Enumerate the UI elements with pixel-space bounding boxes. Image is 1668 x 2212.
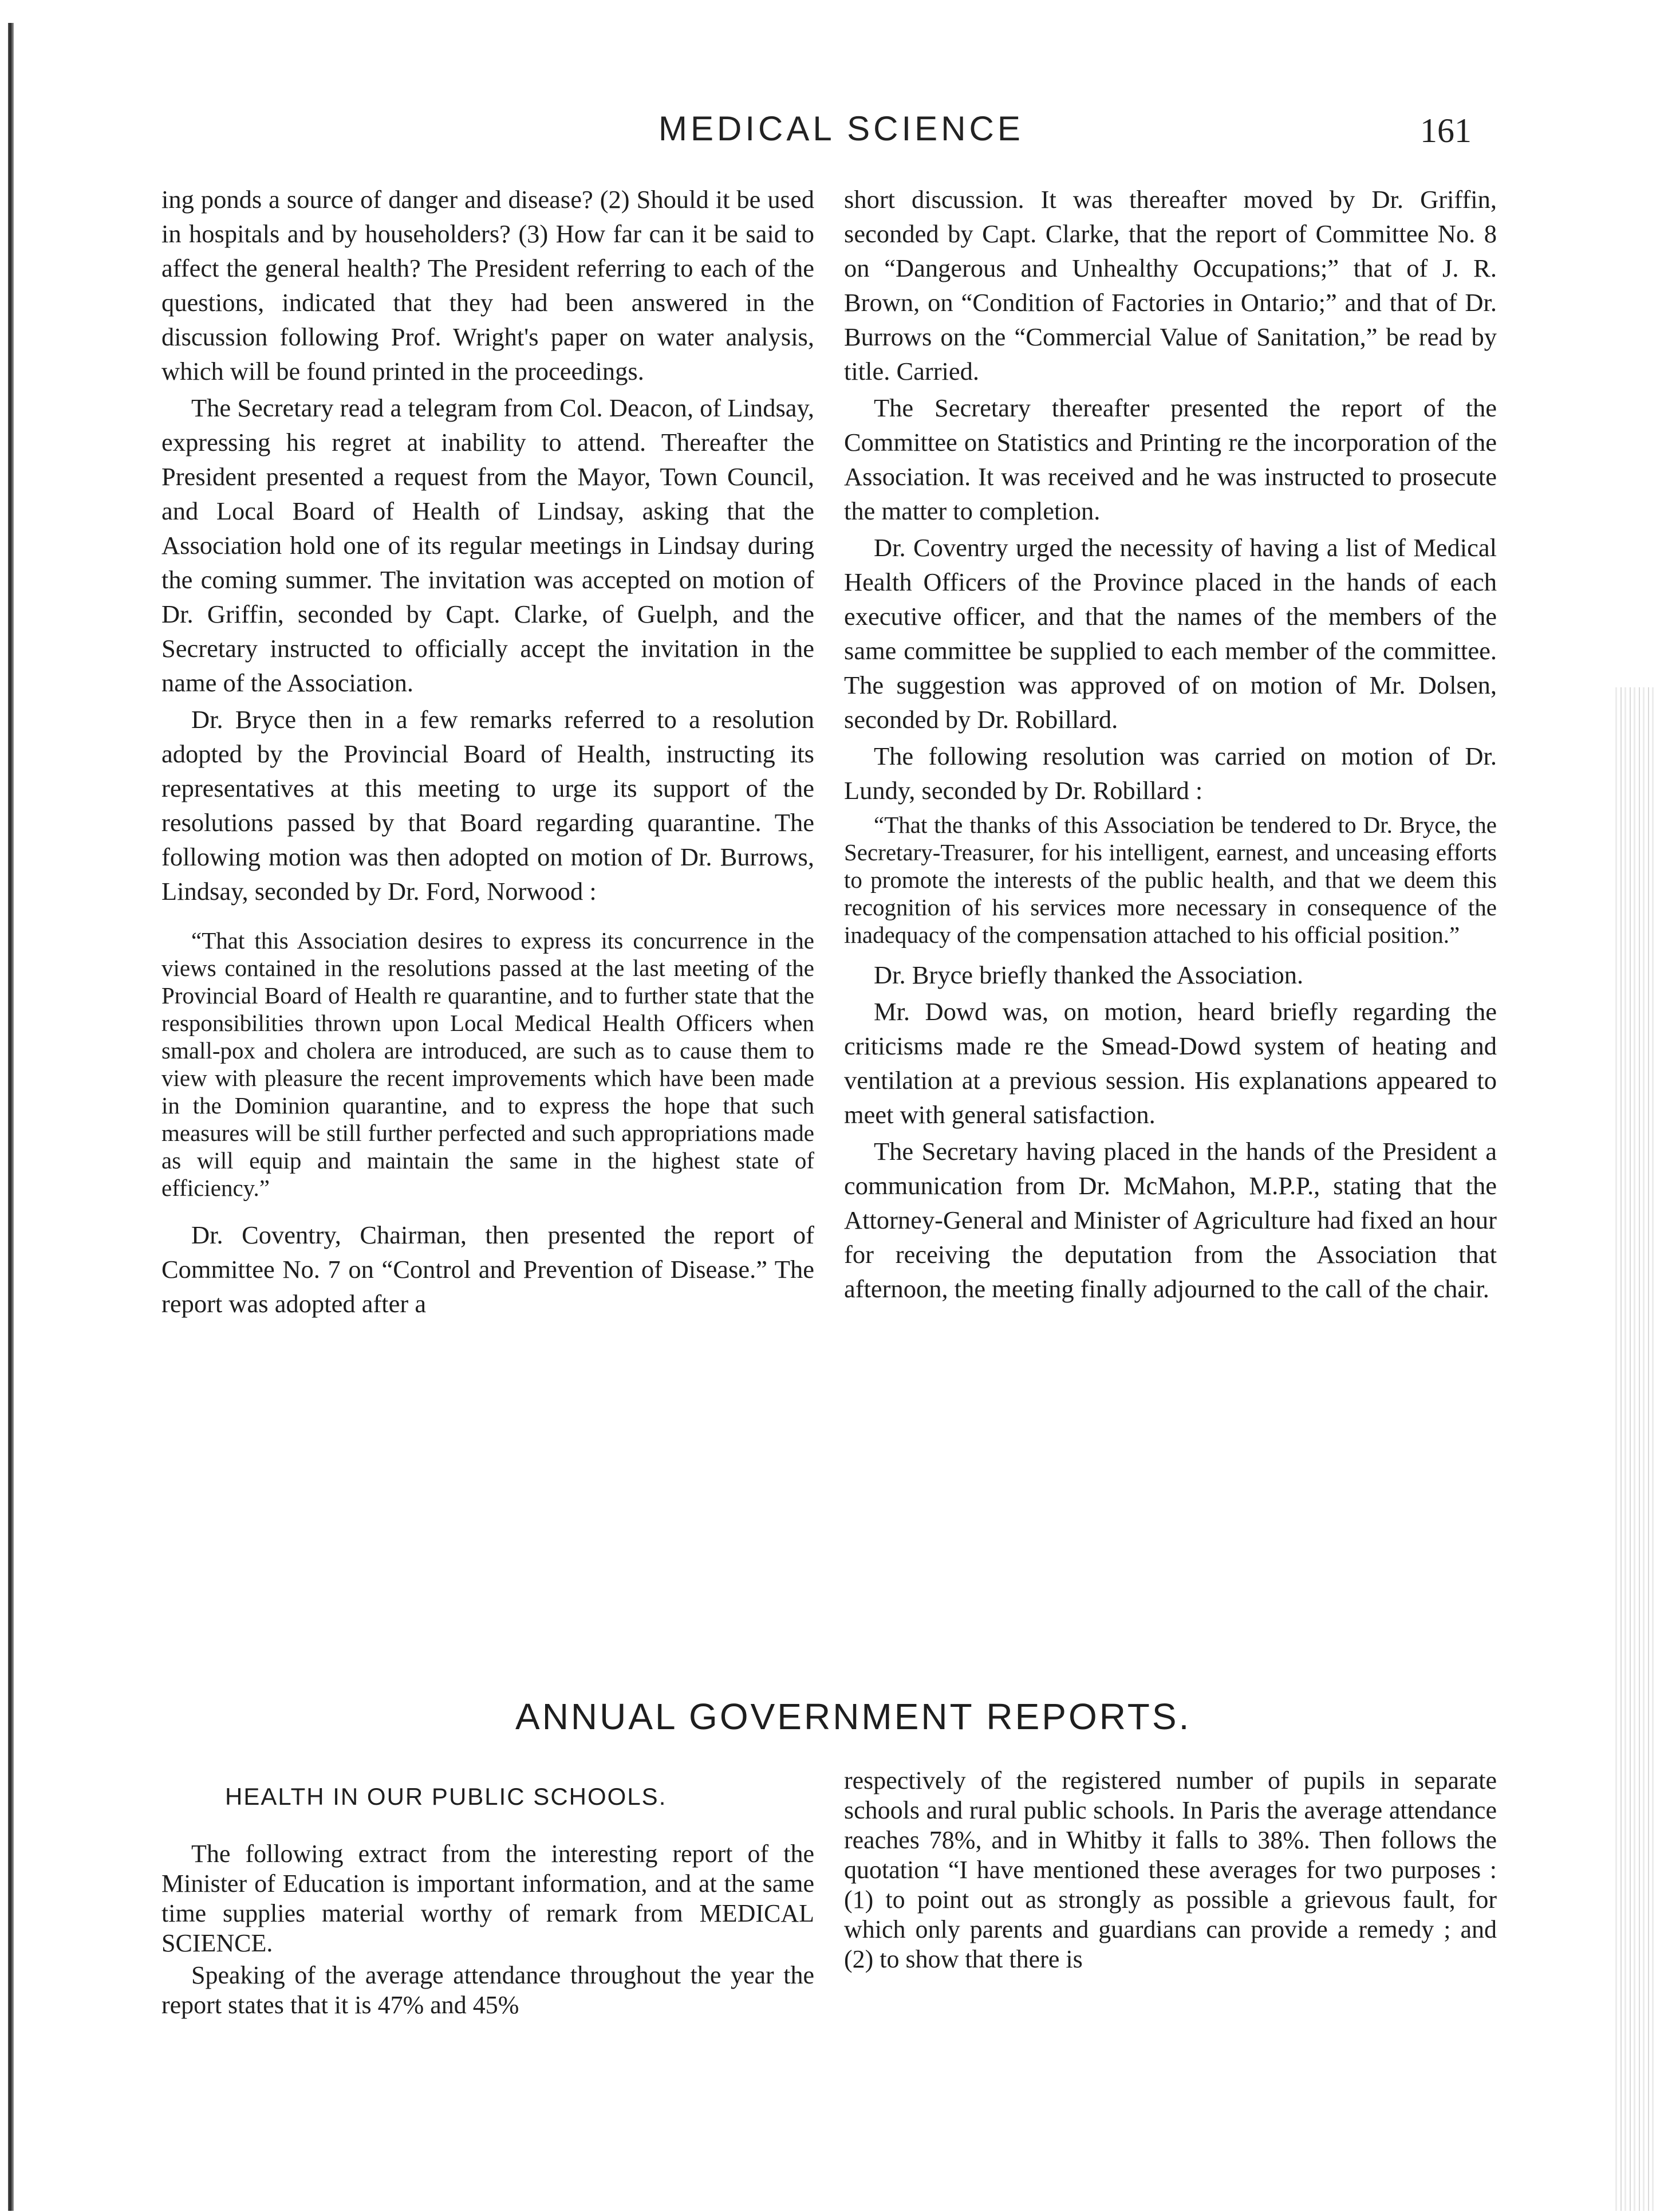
section-subtitle: HEALTH IN OUR PUBLIC SCHOOLS.: [225, 1783, 667, 1810]
paragraph: Mr. Dowd was, on motion, heard briefly regarding the criticisms made re the Smead-Dowd system of heating and ventilation at a previous session. His explanations appeared to meet with general satisfaction.: [844, 997, 1497, 1129]
paragraph: Dr. Coventry urged the necessity of having a list of Medical Health Officers of the Province placed in the hands of each executive officer, and that the names of the members of the same committee be supplied to each member of the committee. The suggestion was approved of on motion of Mr. Dolsen, seconded by Dr. Robillard.: [844, 533, 1497, 734]
left-column-bottom: [161, 1839, 814, 2022]
paragraph: Dr. Coventry, Chairman, then presented the report of Committee No. 7 on “Control and Prevention of Disease.” The report was adopted after a: [161, 1221, 814, 1318]
binding-shadow: [8, 23, 14, 2211]
paragraph: Speaking of the average attendance throughout the year the report states that it is 47% and 45%: [161, 1961, 814, 2019]
block-quote: “That this Association desires to express its concurrence in the views contained in the resolutions passed at the last meeting of the Provincial Board of Health re quarantine, and to further state that the responsibilities thrown upon Local Medical Health Officers when small-pox and cholera are introduced, are such as to cause them to view with pleasure the recent improvements which have been made in the Dominion quarantine, and to express the hope that such measures will be still further perfected and such appropriations made as will equip and maintain the same in the highest state of efficiency.”: [161, 927, 814, 1201]
right-column-top: [844, 182, 1497, 1308]
paragraph: Dr. Bryce briefly thanked the Association.: [874, 961, 1304, 989]
paragraph: ing ponds a source of danger and disease? (2) Should it be used in hospitals and by householders? (3) How far can it be said to affect the general health? The President referring to each of the questions, indicated that they had been answered in the discussion following Prof. Wright's paper on water analysis, which will be found printed in the proceedings.: [161, 185, 814, 385]
paragraph: short discussion. It was thereafter moved by Dr. Griffin, seconded by Capt. Clarke, that the report of Committee No. 8 on “Dangerous and Unhealthy Occupations;” that of J. R. Brown, on “Condition of Factories in Ontario;” and that of Dr. Burrows on the “Commercial Value of Sanitation,” be read by title. Carried.: [844, 185, 1497, 385]
page-edge-shadow: [1615, 687, 1655, 2211]
right-column-bottom: [844, 1766, 1497, 1977]
page-number: 161: [1420, 112, 1472, 149]
paragraph: Dr. Bryce then in a few remarks referred to a resolution adopted by the Provincial Board of Health, instructing its representatives at this meeting to urge its support of the resolutions passed by that Board regarding quarantine. The following motion was then adopted on motion of Dr. Burrows, Lindsay, seconded by Dr. Ford, Norwood :: [161, 705, 814, 906]
left-column-top: [161, 182, 814, 1323]
block-quote: “That the thanks of this Association be tendered to Dr. Bryce, the Secretary-Treasurer, for his intelligent, earnest, and unceasing efforts to promote the interests of the public health, and that we deem this recognition of his services more necessary in consequence of the inadequacy of the compensation attached to his official position.”: [844, 812, 1497, 948]
paragraph: respectively of the registered number of pupils in separate schools and rural public schools. In Paris the average attendance reaches 78%, and in Whitby it falls to 38%. Then follows the quotation “I have mentioned these averages for two purposes : (1) to point out as strongly as possible a grievous fault, for which only parents and guardians can provide a remedy ; and (2) to show that there is: [844, 1766, 1497, 1973]
running-title: MEDICAL SCIENCE: [658, 109, 1024, 148]
paragraph: The Secretary thereafter presented the report of the Committee on Statistics and Printing re the incorporation of the Association. It was received and he was instructed to prosecute the matter to completion.: [844, 393, 1497, 525]
paragraph: The Secretary having placed in the hands of the President a communication from Dr. McMahon, M.P.P., stating that the Attorney-General and Minister of Agriculture had fixed an hour for receiving the deputation from the Association that afternoon, the meeting finally adjourned to the call of the chair.: [844, 1137, 1497, 1303]
paragraph: The following extract from the interesting report of the Minister of Education is important information, and at the same time supplies material worthy of remark from MEDICAL SCIENCE.: [161, 1840, 814, 1957]
section-title: ANNUAL GOVERNMENT REPORTS.: [515, 1696, 1192, 1737]
paragraph: The Secretary read a telegram from Col. Deacon, of Lindsay, expressing his regret at inability to attend. Thereafter the President presented a request from the Mayor, Town Council, and Local Board of Health of Lindsay, asking that the Association hold one of its regular meetings in Lindsay during the coming summer. The invitation was accepted on motion of Dr. Griffin, seconded by Capt. Clarke, of Guelph, and the Secretary instructed to officially accept the invitation in the name of the Association.: [161, 393, 814, 697]
paragraph: The following resolution was carried on motion of Dr. Lundy, seconded by Dr. Robillard :: [844, 742, 1497, 805]
